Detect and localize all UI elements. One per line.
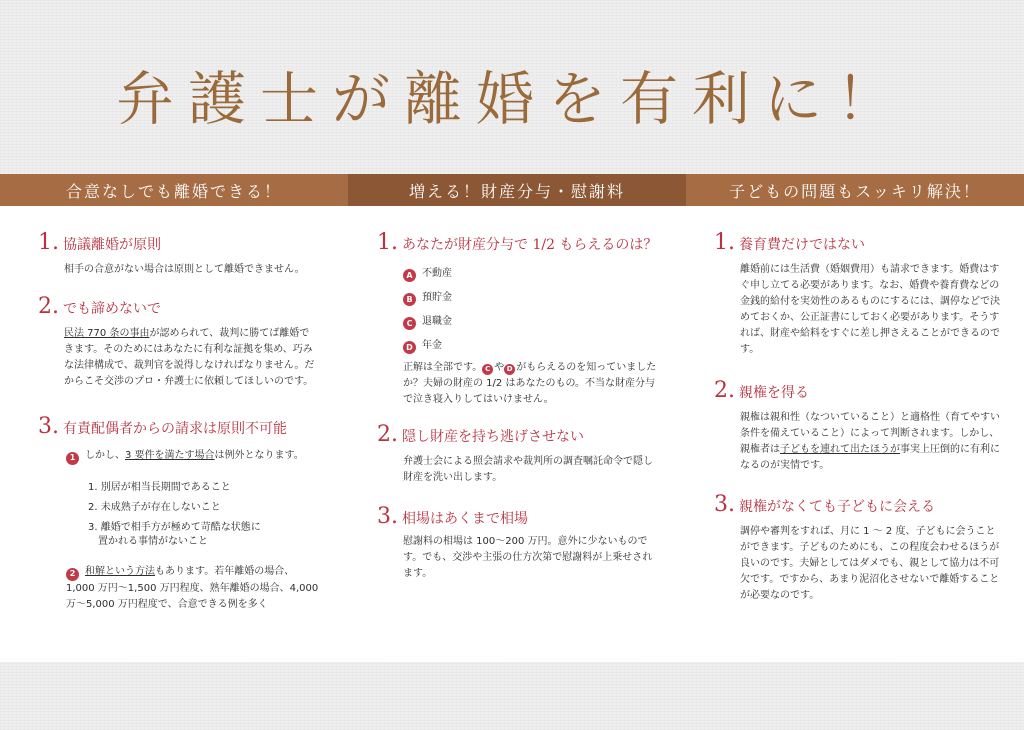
section-heading: でも諦めないで bbox=[63, 301, 161, 317]
section-number: 1. bbox=[377, 230, 398, 255]
section-body-text: 事実上圧倒的に有利になるのが実情です。 bbox=[740, 444, 1000, 471]
title-area bbox=[0, 0, 1024, 174]
section-title bbox=[377, 230, 657, 255]
condition-item: 3. 離婚で相手方が極めて苛酷な状態に bbox=[88, 522, 261, 533]
section-body: 調停や審判をすれば、月に 1 〜 2 度、子どもに会うことができます。子どものためにも、この程度会わせるほうが良いのです。夫婦としてはダメでも、親として協力は不可欠です。ですから、あまり泥沼化させないで離婚することが必要なのです。 bbox=[740, 526, 1000, 601]
letter-badge: C bbox=[403, 317, 416, 330]
number-badge: 2 bbox=[66, 568, 79, 581]
answer-intro: 正解は全部です。 bbox=[403, 362, 483, 373]
column-header-divorce: 合意なしでも離婚できる！ bbox=[0, 174, 348, 206]
section-number: 3. bbox=[38, 414, 59, 439]
bottom-margin bbox=[0, 662, 1024, 730]
property-label: 年金 bbox=[422, 340, 442, 351]
section-number: 1. bbox=[714, 230, 735, 255]
letter-badge: A bbox=[403, 269, 416, 282]
note-text: しかし、 bbox=[85, 450, 125, 461]
section-title bbox=[38, 294, 161, 319]
letter-badge: B bbox=[403, 293, 416, 306]
column-header-property: 増える！財産分与・慰謝料 bbox=[348, 174, 686, 206]
note-underlined: 3 要件を満たす場合 bbox=[125, 450, 215, 461]
section-number: 2. bbox=[38, 294, 59, 319]
property-item bbox=[403, 288, 452, 306]
property-label: 退職金 bbox=[422, 316, 452, 327]
section-number: 2. bbox=[377, 422, 398, 447]
section-heading: 協議離婚が原則 bbox=[63, 237, 161, 253]
condition-item: 置かれる事情がないこと bbox=[98, 536, 208, 547]
section-number: 2. bbox=[714, 378, 735, 403]
section-heading: 養育費だけではない bbox=[739, 237, 865, 253]
section-body-text: が認められて、裁判に勝てば離婚できます。そのためにはあなたに有利な証拠を集め、巧みな法律構成で、裁判官を説得しなければなりません。だからこそ交渉のプロ・弁護士に依頼してほしいのです。 bbox=[64, 328, 315, 387]
section-body: 相手の合意がない場合は原則として離婚できません。 bbox=[64, 264, 305, 275]
content-panel bbox=[0, 206, 1024, 662]
column-header-children: 子どもの問題もスッキリ解決！ bbox=[686, 174, 1024, 206]
section-number: 3. bbox=[714, 492, 735, 517]
number-badge: 1 bbox=[66, 452, 79, 465]
letter-badge: D bbox=[403, 341, 416, 354]
settlement-note bbox=[66, 564, 322, 613]
answer-body: がもらえるのを知っていましたか？夫婦の財産の 1/2 はあなたのもの。不当な財産分与で泣き寝入りしてはいけません。 bbox=[403, 362, 657, 405]
letter-badge: D bbox=[504, 364, 515, 375]
condition-item: 1. 別居が相当長期間であること bbox=[88, 482, 231, 493]
section-title bbox=[377, 422, 584, 447]
section-heading: 隠し財産を持ち逃げさせない bbox=[402, 429, 584, 445]
column-header-bar bbox=[0, 174, 1024, 206]
condition-item: 2. 未成熟子が存在しないこと bbox=[88, 502, 221, 513]
section-heading: 親権がなくても子どもに会える bbox=[739, 499, 935, 515]
property-item bbox=[403, 264, 452, 282]
property-item bbox=[403, 312, 452, 330]
section-heading: 有責配偶者からの請求は原則不可能 bbox=[63, 421, 287, 437]
letter-badge: C bbox=[482, 364, 493, 375]
section-body: 弁護士会による照会請求や裁判所の調査嘱託命令で隠し財産を洗い出します。 bbox=[403, 456, 653, 483]
section-heading: 親権を得る bbox=[739, 385, 809, 401]
emphasis-underlined: 子どもを連れて出たほうが bbox=[780, 444, 900, 455]
section-body: 慰謝料の相場は 100〜200 万円。意外に少ないものです。でも、交渉や主張の仕方次第で慰謝料が上乗せされます。 bbox=[403, 536, 653, 579]
section-title bbox=[714, 492, 935, 517]
legal-reference: 民法 770 条の事由 bbox=[64, 328, 150, 339]
answer-text bbox=[403, 360, 658, 408]
property-label: 預貯金 bbox=[422, 292, 452, 303]
note-text: もあります。若年離婚の場合、1,000 万円〜1,500 万円程度、熟年離婚の場合、4,000 万〜5,000 万円程度で、合意できる例を多く bbox=[66, 566, 319, 610]
note-underlined: 和解という方法 bbox=[85, 566, 155, 577]
section-number: 3. bbox=[377, 504, 398, 529]
section-number: 1. bbox=[38, 230, 59, 255]
property-label: 不動産 bbox=[422, 268, 452, 279]
section-body: 離婚前には生活費（婚姻費用）も請求できます。婚費はすぐ申し立てる必要があります。なお、婚費や養育費などの金銭的給付を実効性のあるものにするには、調停などで決めておくか、公正証書にしておく必要があります。そうすれば、財産や給料をすぐに差し押さえることができるのです。 bbox=[740, 264, 1000, 355]
section-title bbox=[714, 230, 865, 255]
section-title bbox=[38, 230, 161, 255]
section-body-text: 親権は親和性（なついていること）と適格性（育てやすい条件を備えていること）によって判断されます。しかし、親権者は bbox=[740, 412, 1000, 455]
section-body bbox=[64, 326, 319, 390]
main-title: 弁護士が離婚を有利に！ bbox=[115, 65, 908, 133]
note-text: は例外となります。 bbox=[214, 450, 304, 461]
section-title bbox=[714, 378, 809, 403]
exception-note bbox=[66, 448, 321, 465]
section-heading: あなたが財産分与で 1/2 もらえるのは？ bbox=[402, 237, 658, 253]
section-heading: 相場はあくまで相場 bbox=[402, 511, 528, 527]
answer-connector: や bbox=[494, 362, 505, 373]
section-title bbox=[38, 414, 287, 439]
section-title bbox=[377, 504, 528, 529]
section-body bbox=[740, 410, 1002, 474]
property-item bbox=[403, 336, 442, 354]
